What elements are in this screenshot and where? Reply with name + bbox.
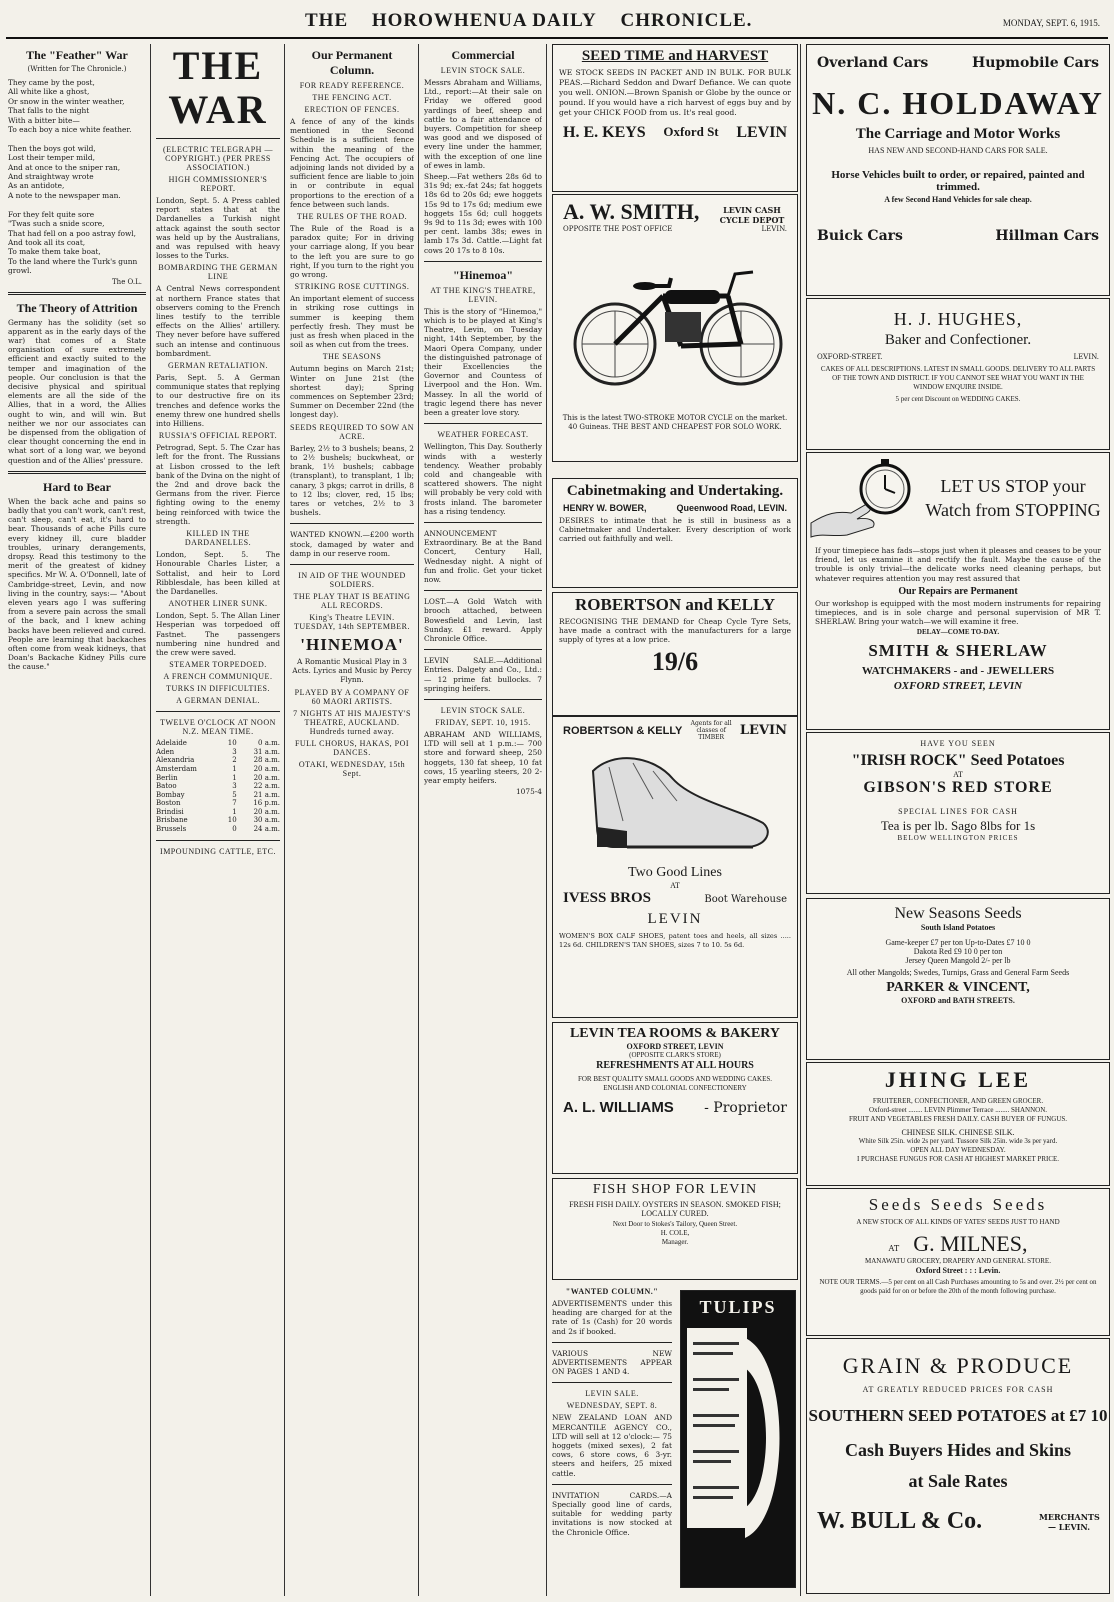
war-section-text: London, Sept. 5. A Press cabled report states that at the Dardanelles a Turkish night attack against the south sector was held up by the Australians, and was repulsed with heavy losses to the Turks. xyxy=(156,196,280,261)
poem-signature: The O.L. xyxy=(112,277,142,286)
stock-prices: Sheep.—Fat wethers 28s 6d to 31s 9d; ex.-fat 24s; fat hoggets 18s 6d to 20s 6d; ewe hoggets 15s 9d to 17s 6d; medium ewe hoggets 15s 6d; cull hoggets 9s 9d to 11s 3d; ewes with 100 per cent. lambs 38s; ewes in lamb 17s 3d. Cattle.—Light fat cows 20 17s to 8 10s. xyxy=(424,172,542,255)
weather-heading: WEATHER FORECAST. xyxy=(437,430,529,440)
divider xyxy=(552,1342,672,1343)
hughes-address xyxy=(807,353,1109,362)
smith-sherlaw-ad xyxy=(806,452,1110,730)
milnes-ad xyxy=(806,1188,1110,1336)
watch-title: LET US STOP your Watch from STOPPING xyxy=(925,476,1101,520)
milnes-text: A NEW STOCK OF ALL KINDS OF YATES' SEEDS JUST TO HAND xyxy=(856,1218,1060,1226)
section-text: Barley, 2½ to 3 bushels; beans, 2 to 2½ bushels; buckwheat, or brank, 1½ bushels; cabbage (transplant), to transplant, 1 lb; canary, 3 pkgs; carrot in drills, 8 to 12 lbs; clover, red, 15 lbs; tares or vetches, 2½ to 3 bushels. xyxy=(290,443,414,518)
gibson-title: "IRISH ROCK" Seed Potatoes xyxy=(851,752,1065,769)
watch-header xyxy=(807,453,1109,543)
column-rule xyxy=(546,44,547,1596)
classified-ad: WANTED KNOWN.—£200 worth stock, damaged by water and damp in our reserve room. xyxy=(290,530,414,558)
war-section-text: London, Sept. 5. The Honourable Charles Lister, a Sottalist, and heir to Lord Ribblesdale, has been killed at the Dardanelles. xyxy=(156,550,280,596)
milnes-name: G. MILNES, xyxy=(913,1231,1028,1256)
ivess-town: LEVIN xyxy=(647,911,703,927)
hughes-street: OXFORD-STREET. xyxy=(817,353,883,361)
wanted-text: ADVERTISEMENTS under this heading are charged for at the rate of 1s (Cash) for 20 words and 2s if booked. xyxy=(552,1299,672,1336)
time-table xyxy=(156,739,280,834)
jhing-lee-fungus: I PURCHASE FUNGUS FOR CASH AT HIGHEST MARKET PRICE. xyxy=(856,1155,1060,1163)
pv-address: OXFORD and BATH STREETS. xyxy=(901,996,1015,1005)
time-value: 2 xyxy=(232,756,237,765)
ad-line: King's Theatre LEVIN. TUESDAY, 14th SEPTEMBER. xyxy=(293,612,411,631)
divider xyxy=(156,138,280,139)
section-text: This is the story of "Hinemoa," which is to be played at King's Theatre, Levin, on Tuesday night, 14th September, by the Maori Opera Company, under the distinguished patronage of their Excellencies the Governor and Countess of Liverpool and the Hon. Wm. Massey. In all the world of tragic legend there has never been a greater love story. xyxy=(424,306,542,418)
commercial-heading: Commercial xyxy=(451,48,515,62)
gibson-tea: Tea is per lb. Sago 8lbs for 1s xyxy=(880,818,1036,833)
time-value: 28 a.m. xyxy=(253,756,280,765)
holdaway-bottom-row xyxy=(807,228,1109,244)
rk-timber-tag: Agents for all classes of TIMBER xyxy=(690,720,732,741)
divider xyxy=(290,564,414,565)
column-rule xyxy=(284,44,285,1596)
divider xyxy=(156,840,280,841)
hughes-bakery-ad xyxy=(806,298,1110,450)
column-rule xyxy=(150,44,151,1596)
milnes-name-row xyxy=(807,1231,1109,1257)
ad-line: FULL CHORUS, HAKAS, POI DANCES. xyxy=(294,738,410,757)
sale-text: ABRAHAM AND WILLIAMS, LTD will sell at 1 p.m.:— 700 store and forward sheep, 250 hoggets, 130 fat sheep, 10 fat cows, 15 yearling steers, 20 2-year empty heifers. xyxy=(424,729,542,785)
hinemoa-heading: "Hinemoa" xyxy=(453,267,513,282)
section-heading: AT THE KING'S THEATRE, LEVIN. xyxy=(430,285,536,304)
masthead-rule xyxy=(6,37,1108,39)
levin-sale-text: NEW ZEALAND LOAN AND MERCANTILE AGENCY CO., LTD will sell at 12 o'clock:— 75 hoggets (mixed sexes), 2 fat cows, 6 store cows, 6 3-yr. steers and heifers, 25 mixed cattle. xyxy=(552,1413,672,1478)
watch-text: If your timepiece has fads—stops just when it pleases and ceases to be your friend, let us examine it and rectify the fault. Maybe the cause of the trouble is only trivial—the delicate works need cleaning perhaps, but whatever requires attention you may rest assured that xyxy=(815,546,1101,583)
hinemoa-title: 'HINEMOA' xyxy=(300,634,404,654)
pv-line-3: Jersey Queen Mangold 2/- per lb xyxy=(905,956,1011,965)
tea-rooms-proprietor: - Proprietor xyxy=(704,1100,787,1116)
holdaway-top-row xyxy=(807,55,1109,71)
time-value: 20 a.m. xyxy=(253,764,280,773)
jhing-lee-ad xyxy=(806,1062,1110,1186)
section-text: A fence of any of the kinds mentioned in the Second Schedule is a sufficient fence within the meaning of the Fencing Act. The occupiers of adjoining lands not divided by a sufficient fence are liable to join in or contribute in equal proportions to the erection of a fence between such lands. xyxy=(290,117,414,209)
milnes-trade: MANAWATU GROCERY, DRAPERY AND GENERAL STORE. xyxy=(865,1257,1051,1265)
time-city: Brussels xyxy=(156,825,187,834)
war-section-text: Petrograd, Sept. 5. The Czar has left for the front. The Russians at Lisbon crossed to the left bank of the Dvina on the night of the 2nd and drove back the Germans from the river. Fierce fighting owing to the enemy being reinforced with twice the strength. xyxy=(156,443,280,526)
divider xyxy=(424,649,542,650)
rk-price: 19/6 xyxy=(651,646,699,676)
section-heading: THE FENCING ACT. xyxy=(312,93,392,102)
poem-title: The "Feather" War xyxy=(26,48,128,62)
gibson-at: AT xyxy=(953,770,963,779)
grain-subtitle: AT GREATLY REDUCED PRICES FOR CASH xyxy=(862,1385,1054,1394)
section-text: Autumn begins on March 21st; Winter on June 21st (the shortest day); Spring commences on September 23rd; Summer on December 22nd (the longest day). xyxy=(290,364,414,420)
time-value: 10 xyxy=(227,816,237,825)
grain-title: GRAIN & PRODUCE xyxy=(842,1353,1074,1378)
time-table-row xyxy=(156,808,280,817)
sherlaw-name: SMITH & SHERLAW xyxy=(868,641,1048,661)
war-section-heading: RUSSIA'S OFFICIAL REPORT. xyxy=(158,431,278,441)
poem-body: They came by the post, All white like a ghost, Or snow in the winter weather, That falls to the night With a bitter bite— To each boy a nice white feather. Then the boys got wild, Lost their temper mild, And at once to the sniper ran, And straightway wrote As an antidote, A note to the newspaper man. For they felt quite sore "Twas such a snide score, That had fell on a poo astray fowl, And took all its coat, To make them take boat, To the land where the Turk's gunn growl. xyxy=(8,78,138,276)
title-word-horowhenua: HOROWHENUA DAILY xyxy=(371,10,597,31)
seed-time-text: WE STOCK SEEDS IN PACKET AND IN BULK. FOR BULK PEAS.—Richard Seddon and Dwarf Defiance. We can quote you well. ONION.—Brown Spanish or Globe by the ounce or pound. If you would have a rich harvest of eggs buy and by get your CHICK FOOD from us. It's real good. xyxy=(559,68,791,117)
the-war-heading: THE WAR xyxy=(168,44,268,132)
time-value: 5 xyxy=(232,790,237,799)
section-heading: ERECTION OF FENCES. xyxy=(304,105,400,114)
announcement: ANNOUNCEMENT Extraordinary. Be at the Band Concert, Century Hall, Wednesday night. A night of fun and frolic. Get your ticket now. xyxy=(424,528,542,584)
bull-footer xyxy=(807,1508,1109,1535)
holdaway-text: Horse Vehicles built to order, or repaired, painted and trimmed. xyxy=(831,169,1085,193)
ivess-tag: Boot Warehouse xyxy=(704,894,787,905)
levin-sale-date: WEDNESDAY, SEPT. 8. xyxy=(566,1401,658,1411)
ad-line: THE PLAY THAT IS BEATING ALL RECORDS. xyxy=(293,591,411,610)
tea-rooms-address: OXFORD STREET, LEVIN xyxy=(626,1042,724,1051)
column-4 xyxy=(424,44,542,1596)
delay-line: DELAY—COME TO-DAY. xyxy=(916,628,1000,637)
time-table-row xyxy=(156,799,280,808)
time-value: 3 xyxy=(232,747,237,756)
divider xyxy=(290,523,414,524)
ivess-bros-ad xyxy=(552,716,798,1018)
gibson-special: SPECIAL LINES FOR CASH xyxy=(898,807,1018,816)
time-city: Brindisi xyxy=(156,807,184,816)
repairs-heading: Our Repairs are Permanent xyxy=(898,585,1018,597)
seed-time-title: SEED TIME and HARVEST xyxy=(581,48,769,64)
pv-line-1: Game-keeper £7 per ton Up-to-Dates £7 10 0 xyxy=(885,938,1031,947)
section-heading: SEEDS REQUIRED TO SOW AN ACRE. xyxy=(290,422,414,441)
time-value: 22 a.m. xyxy=(253,782,280,791)
divider xyxy=(8,292,146,295)
time-value: 24 a.m. xyxy=(253,825,280,834)
war-section-text: London, Sept. 5. The Allan Liner Hesperian was torpedoed off Fastnet. The passengers numbering nine hundred and the crew were saved. xyxy=(156,611,280,657)
pv-title: New Seasons Seeds xyxy=(894,905,1022,922)
section-text: The Rule of the Road is a paradox quite; For in driving your carriage along, If you bear to the left you are sure to go right, If you turn to the right you go wrong. xyxy=(290,224,414,280)
tea-rooms-text: FOR BEST QUALITY SMALL GOODS AND WEDDING CAKES. ENGLISH AND COLONIAL CONFECTIONERY xyxy=(577,1075,773,1092)
war-section-heading: A GERMAN DENIAL. xyxy=(176,696,260,706)
fish-title: FISH SHOP FOR LEVIN xyxy=(592,1182,758,1197)
rk-timber-town: LEVIN xyxy=(739,723,787,738)
holdaway-name: N. C. HOLDAWAY xyxy=(812,85,1104,121)
section-heading: STRIKING ROSE CUTTINGS. xyxy=(294,282,410,292)
time-value: 0 a.m. xyxy=(258,739,280,748)
jhing-lee-silk: CHINESE SILK. CHINESE SILK. xyxy=(901,1128,1015,1137)
rk-text: RECOGNISING THE DEMAND for Cheap Cycle Tyre Sets, have made a contract with the manufacturers for a large supply of tyres at a low price. xyxy=(559,617,791,645)
hard-to-bear-heading: Hard to Bear xyxy=(43,479,111,494)
rk-timber-name: ROBERTSON & KELLY xyxy=(563,724,683,737)
title-word-the: THE xyxy=(305,10,349,31)
watch-hand-illustration xyxy=(807,453,917,543)
pv-name: PARKER & VINCENT, xyxy=(886,980,1030,995)
bower-ad xyxy=(552,478,798,588)
keys-town: LEVIN xyxy=(736,124,787,141)
war-section-text: Paris, Sept. 5. A German communique states that replying to our destructive fire on its trenches and defence works the enemy threw one hundred shells into Hilliens. xyxy=(156,373,280,429)
jhing-lee-silk-prices: White Silk 25in. wide 2s per yard. Tussore Silk 25in. wide 3s per yard. xyxy=(858,1137,1058,1145)
wanted-title: "WANTED COLUMN." xyxy=(565,1287,659,1296)
sale-notice: LEVIN SALE.—Additional Entries. Dalgety and Co., Ltd.:— 12 prime fat bullocks. 7 springing heifers. xyxy=(424,656,542,693)
masthead-date: MONDAY, SEPT. 6, 1915. xyxy=(1002,18,1100,28)
smith-name: A. W. SMITH, xyxy=(563,199,700,224)
ivess-at: AT xyxy=(670,881,680,890)
time-city: Boston xyxy=(156,799,181,808)
poem-credit: (Written for The Chronicle.) xyxy=(27,65,127,73)
ivess-lines: Two Good Lines xyxy=(628,865,722,880)
time-table-row xyxy=(156,765,280,774)
holdaway-ad xyxy=(806,44,1110,296)
time-city: Alexandria xyxy=(156,756,195,765)
sale-ref: 1075-4 xyxy=(515,787,542,797)
time-value: 16 p.m. xyxy=(253,799,280,808)
time-value: 7 xyxy=(232,799,237,808)
grain-line-2: Cash Buyers Hides and Skins xyxy=(844,1440,1072,1460)
time-value: 3 xyxy=(232,782,237,791)
bower-address: Queenwood Road, LEVIN. xyxy=(676,503,787,513)
time-value: 30 a.m. xyxy=(253,816,280,825)
hinemoa-subtitle: A Romantic Musical Play in 3 Acts. Lyrics and Music by Percy Flynn. xyxy=(292,656,412,685)
levin-tea-rooms-ad xyxy=(552,1022,798,1174)
time-table-row xyxy=(156,748,280,757)
smith-address xyxy=(553,225,797,234)
hughes-name: H. J. HUGHES, xyxy=(893,309,1023,329)
tea-rooms-refreshments: REFRESHMENTS AT ALL HOURS xyxy=(596,1060,754,1071)
parker-vincent-ad xyxy=(806,898,1110,1060)
sherlaw-trade: WATCHMAKERS - and - JEWELLERS xyxy=(861,665,1055,678)
levin-sale-title: LEVIN SALE. xyxy=(585,1389,639,1399)
time-table-row xyxy=(156,739,280,748)
column-1 xyxy=(8,44,146,1596)
bull-grain-ad xyxy=(806,1338,1110,1594)
gibson-name: GIBSON'S RED STORE xyxy=(863,779,1053,796)
smith-caption: This is the latest TWO-STROKE MOTOR CYCLE on the market. 40 Guineas. THE BEST AND CHEAPEST FOR SOLO WORK. xyxy=(562,414,788,432)
section-heading: LEVIN STOCK SALE. xyxy=(440,66,526,75)
tulips-title: TULIPS xyxy=(699,1297,777,1317)
smith-cycle-ad xyxy=(552,194,798,462)
keys-name: H. E. KEYS xyxy=(563,124,646,141)
tea-rooms-owner: A. L. WILLIAMS xyxy=(563,1099,674,1116)
grain-line-1: SOUTHERN SEED POTATOES at £7 10 xyxy=(808,1406,1108,1425)
time-city: Batoo xyxy=(156,782,177,791)
time-value: 0 xyxy=(232,825,237,834)
shoe-illustration xyxy=(553,741,797,861)
time-city: Adelaide xyxy=(156,739,187,748)
time-city: Brisbane xyxy=(156,816,188,825)
attrition-text: Germany has the solidity (set so apparent as in the early days of the war) that comes of a State organisation of sure extremely efficient and exactly suited to the temper and imagination of the people. Our conclusion is that the decisive physical and spiritual elements are all the side of the Allies, that in a word, the Allies ought to win, and will win. But neither we nor our associates can be dispensed from the obligation of clear thought concerning the end in what sort of a long war, we beyond question and of the Allies' pressure. xyxy=(8,317,146,465)
milnes-title: Seeds Seeds Seeds xyxy=(868,1195,1048,1214)
section-text: Messrs Abraham and Williams, Ltd., report:—At their sale on Friday we offered good yardings of beef, sheep and cattle to a fair attendance of buyers. Competition for sheep was good and we disposed of every line under the hammer, with the exception of one line of ewes in lamb. xyxy=(424,78,542,170)
ad-line: OTAKI, WEDNESDAY, 15th Sept. xyxy=(298,759,406,778)
war-section-heading: IMPOUNDING CATTLE, ETC. xyxy=(160,846,276,856)
permanent-subtitle: FOR READY REFERENCE. xyxy=(299,81,405,90)
milnes-street: Oxford Street : : : Levin. xyxy=(915,1266,1001,1275)
jhing-lee-text: FRUIT AND VEGETABLES FRESH DAILY. CASH BUYER OF FUNGUS. xyxy=(848,1115,1068,1123)
section-heading: THE RULES OF THE ROAD. xyxy=(296,212,408,222)
time-table-row xyxy=(156,825,280,834)
war-section-heading: ANOTHER LINER SUNK. xyxy=(168,599,268,609)
time-city: Amsterdam xyxy=(156,764,197,773)
holdaway-text-2: A few Second Hand Vehicles for sale cheap. xyxy=(884,195,1032,204)
time-value: 1 xyxy=(232,807,237,816)
jhing-lee-address: Oxford-street ........ LEVIN Plimmer Terrace ........ SHANNON. xyxy=(868,1106,1048,1114)
time-table-heading: TWELVE O'CLOCK AT NOON N.Z. MEAN TIME. xyxy=(160,718,276,737)
motorcycle-illustration xyxy=(553,234,797,414)
holdaway-subtitle: The Carriage and Motor Works xyxy=(855,126,1061,142)
jhing-lee-trade: FRUITERER, CONFECTIONER, AND GREEN GROCER. xyxy=(872,1097,1044,1105)
fish-owner: H. COLE, xyxy=(660,1229,690,1237)
ad-line: 7 NIGHTS AT HIS MAJESTY'S THEATRE, AUCKLAND. Hundreds turned away. xyxy=(293,708,411,736)
time-value: 1 xyxy=(232,773,237,782)
time-table-row xyxy=(156,782,280,791)
time-value: 1 xyxy=(232,764,237,773)
section-heading: THE SEASONS xyxy=(322,352,382,362)
hupmobile-cars: Hupmobile Cars xyxy=(971,55,1099,71)
divider xyxy=(156,711,280,712)
attrition-heading: The Theory of Attrition xyxy=(16,300,138,315)
seed-time-ad xyxy=(552,44,798,192)
sale-heading: LEVIN STOCK SALE. xyxy=(440,705,526,715)
tulips-graphic xyxy=(681,1318,795,1558)
jhing-lee-name: JHING LEE xyxy=(884,1067,1032,1092)
overland-cars: Overland Cars xyxy=(817,55,929,71)
tulips-ad xyxy=(680,1290,796,1588)
hard-to-bear-text: When the back ache and pains so badly that you can't work, can't rest, can't sleep, can't eat, it's hard to bear. Thousands of ache Pills cure every kidney ill, cure bladder troubles, urinary derangements, dropsy. Read this testimony to the merit of the greatest of kidney specifics. Mr W. A. O'Donnell, late of Cambridge-street, Levin, and now living in the country, says:— "About eleven years ago I was suffering from a severe pain across the small of the back, and I knew aching backs have been relieved and cured. People are learning that backaches often come from weak kidneys, that Doan's Backache Kidney Pills cure the cause." xyxy=(8,496,146,672)
keys-street: Oxford St xyxy=(663,124,719,139)
time-table-row xyxy=(156,774,280,783)
title-word-chronicle: CHRONICLE. xyxy=(620,10,753,31)
time-value: 31 a.m. xyxy=(253,747,280,756)
war-section-heading: BOMBARDING THE GERMAN LINE xyxy=(158,263,278,282)
smith-header xyxy=(553,199,797,225)
pv-line-2: Dakota Red £9 10 0 per ton xyxy=(913,947,1003,956)
smith-town: LEVIN. xyxy=(761,225,787,233)
ad-line: PLAYED BY A COMPANY OF 60 MAORI ARTISTS. xyxy=(294,687,410,706)
weather-text: Wellington, This Day. Southerly winds with a westerly tendency. Weather probably cold and changeable with scattered showers. The night will probably be very cold with frosts inland. The barometer has a rising tendency. xyxy=(424,442,542,516)
hughes-subtitle: Baker and Confectioner. xyxy=(884,332,1032,348)
jhing-lee-open: OPEN ALL DAY WEDNESDAY. xyxy=(910,1146,1006,1154)
war-section-text: A Central News correspondent at northern France states that observers coming to the French lines testify to the terrible effects on the Allies' artillery. They never before have suffered such an intense and continuous bombardment. xyxy=(156,284,280,358)
lost-notice: LOST.—A Gold Watch with brooch attached, between Bowesfield and Levin, last Sunday. £1 reward. Apply Chronicle Office. xyxy=(424,597,542,643)
masthead xyxy=(0,10,1114,34)
time-value: 21 a.m. xyxy=(253,790,280,799)
pv-text: All other Mangolds; Swedes, Turnips, Grass and General Farm Seeds xyxy=(846,968,1070,977)
pv-subtitle: South Island Potatoes xyxy=(920,923,996,932)
hughes-text: CAKES OF ALL DESCRIPTIONS. LATEST IN SMALL GOODS. DELIVERY TO ALL PARTS OF THE TOWN AND DISTRICT. IF YOU CANNOT SEE WHAT YOU WANT IN THE WINDOW ENQUIRE INSIDE. xyxy=(820,365,1096,391)
time-table-row xyxy=(156,791,280,800)
tea-rooms-opposite: (OPPOSITE CLARK'S STORE) xyxy=(629,1051,721,1059)
ivess-header xyxy=(553,890,797,907)
time-city: Berlin xyxy=(156,773,178,782)
buick-cars: Buick Cars xyxy=(817,228,903,244)
milnes-terms: NOTE OUR TERMS.—5 per cent on all Cash Purchases amounting to 5s and over. 2½ per cent on goods paid for on or before the 20th of the month following purchase. xyxy=(819,1278,1097,1295)
divider xyxy=(424,261,542,262)
time-table-row xyxy=(156,816,280,825)
holdaway-subtitle-2: HAS NEW AND SECOND-HAND CARS FOR SALE. xyxy=(868,146,1048,155)
robertson-kelly-tyres-ad xyxy=(552,592,798,716)
hillman-cars: Hillman Cars xyxy=(995,228,1099,244)
time-value: 20 a.m. xyxy=(253,807,280,816)
divider xyxy=(552,1484,672,1485)
smith-tagline: LEVIN CASH CYCLE DEPOT xyxy=(719,205,785,225)
war-subtitle: (ELECTRIC TELEGRAPH — COPYRIGHT.) (PER PRESS ASSOCIATION.) xyxy=(163,145,273,172)
divider xyxy=(8,471,146,474)
fish-shop-ad xyxy=(552,1178,798,1280)
sale-date: FRIDAY, SEPT. 10, 1915. xyxy=(435,717,531,727)
column-2 xyxy=(156,44,280,1596)
divider xyxy=(424,423,542,424)
ivess-small: WOMEN'S BOX CALF SHOES, patent toes and heels, all sizes ..... 12s 6d. CHILDREN'S TAN SHOES, sizes 7 to 10. 5s 6d. xyxy=(559,932,791,950)
column-3 xyxy=(290,44,414,1596)
war-section-heading: TURKS IN DIFFICULTIES. xyxy=(166,684,270,694)
keys-footer xyxy=(553,124,797,142)
fish-text: FRESH FISH DAILY. OYSTERS IN SEASON. SMOKED FISH; LOCALLY CURED. xyxy=(569,1200,781,1218)
rk-title: ROBERTSON and KELLY xyxy=(574,595,775,614)
hughes-discount: 5 per cent Discount on WEDDING CAKES. xyxy=(895,395,1021,403)
fish-next-door: Next Door to Stokes's Tailory, Queen Street. xyxy=(612,1220,738,1228)
tea-rooms-footer xyxy=(553,1099,797,1116)
various-notice: VARIOUS NEW ADVERTISEMENTS APPEAR ON PAGES 1 AND 4. xyxy=(552,1348,672,1377)
rk-timber-header xyxy=(553,720,797,741)
wanted-column xyxy=(552,1284,672,1594)
gibson-question: HAVE YOU SEEN xyxy=(920,739,996,748)
bower-text: DESIRES to intimate that he is still in business as a Cabinetmaker and Undertaker. Every description of work carried out faithfully and well. xyxy=(559,516,791,544)
grain-line-3: at Sale Rates xyxy=(908,1471,1008,1491)
gibson-red-store-ad xyxy=(806,732,1110,894)
invitation-cards: INVITATION CARDS.—A Specially good line of cards, suitable for wedding party invitations is now stocked at the Chronicle Office. xyxy=(552,1490,672,1537)
bower-header xyxy=(553,503,797,513)
bull-name: W. BULL & Co. xyxy=(817,1508,983,1534)
hughes-town: LEVIN. xyxy=(1073,353,1099,361)
smith-address-line: OPPOSITE THE POST OFFICE xyxy=(563,225,673,233)
war-section-heading: STEAMER TORPEDOED. xyxy=(169,660,267,670)
time-value: 20 a.m. xyxy=(253,773,280,782)
war-section-heading: GERMAN RETALIATION. xyxy=(168,361,268,371)
masthead-title xyxy=(305,10,770,32)
ivess-name: IVESS BROS xyxy=(563,890,651,906)
milnes-at: AT xyxy=(888,1244,900,1253)
tea-rooms-title: LEVIN TEA ROOMS & BAKERY xyxy=(569,1026,781,1041)
time-value: 10 xyxy=(227,739,237,748)
section-text: An important element of success in striking rose cuttings in summer is keeping them perfectly fresh. They must be just as fresh when placed in the soil as when cut from the trees. xyxy=(290,294,414,350)
war-section-heading: HIGH COMMISSIONER'S REPORT. xyxy=(168,175,268,193)
divider xyxy=(424,522,542,523)
column-rule xyxy=(800,44,801,1596)
ad-line: IN AID OF THE WOUNDED SOLDIERS. xyxy=(298,570,406,589)
fish-manager: Manager. xyxy=(661,1238,689,1246)
bower-title: Cabinetmaking and Undertaking. xyxy=(566,483,784,499)
time-table-row xyxy=(156,756,280,765)
bull-tag: MERCHANTS — LEVIN. xyxy=(1039,1511,1100,1532)
time-city: Bombay xyxy=(156,790,185,799)
time-city: Aden xyxy=(156,747,175,756)
divider xyxy=(424,699,542,700)
divider xyxy=(552,1382,672,1383)
sherlaw-street: OXFORD STREET, LEVIN xyxy=(893,680,1023,693)
gibson-below: BELOW WELLINGTON PRICES xyxy=(897,834,1019,842)
divider xyxy=(424,590,542,591)
bower-name: HENRY W. BOWER, xyxy=(563,503,647,513)
column-rule xyxy=(418,44,419,1596)
war-section-heading: A FRENCH COMMUNIQUE. xyxy=(163,672,273,682)
repairs-text: Our workshop is equipped with the most modern instruments for repairing timepieces, and is in sole charge and personal supervision of MR T. SHERLAW. Bring your watch—we will examine it free. xyxy=(815,598,1101,627)
war-section-heading: KILLED IN THE DARDANELLES. xyxy=(184,529,252,548)
permanent-column-heading: Our Permanent Column. xyxy=(311,48,393,77)
